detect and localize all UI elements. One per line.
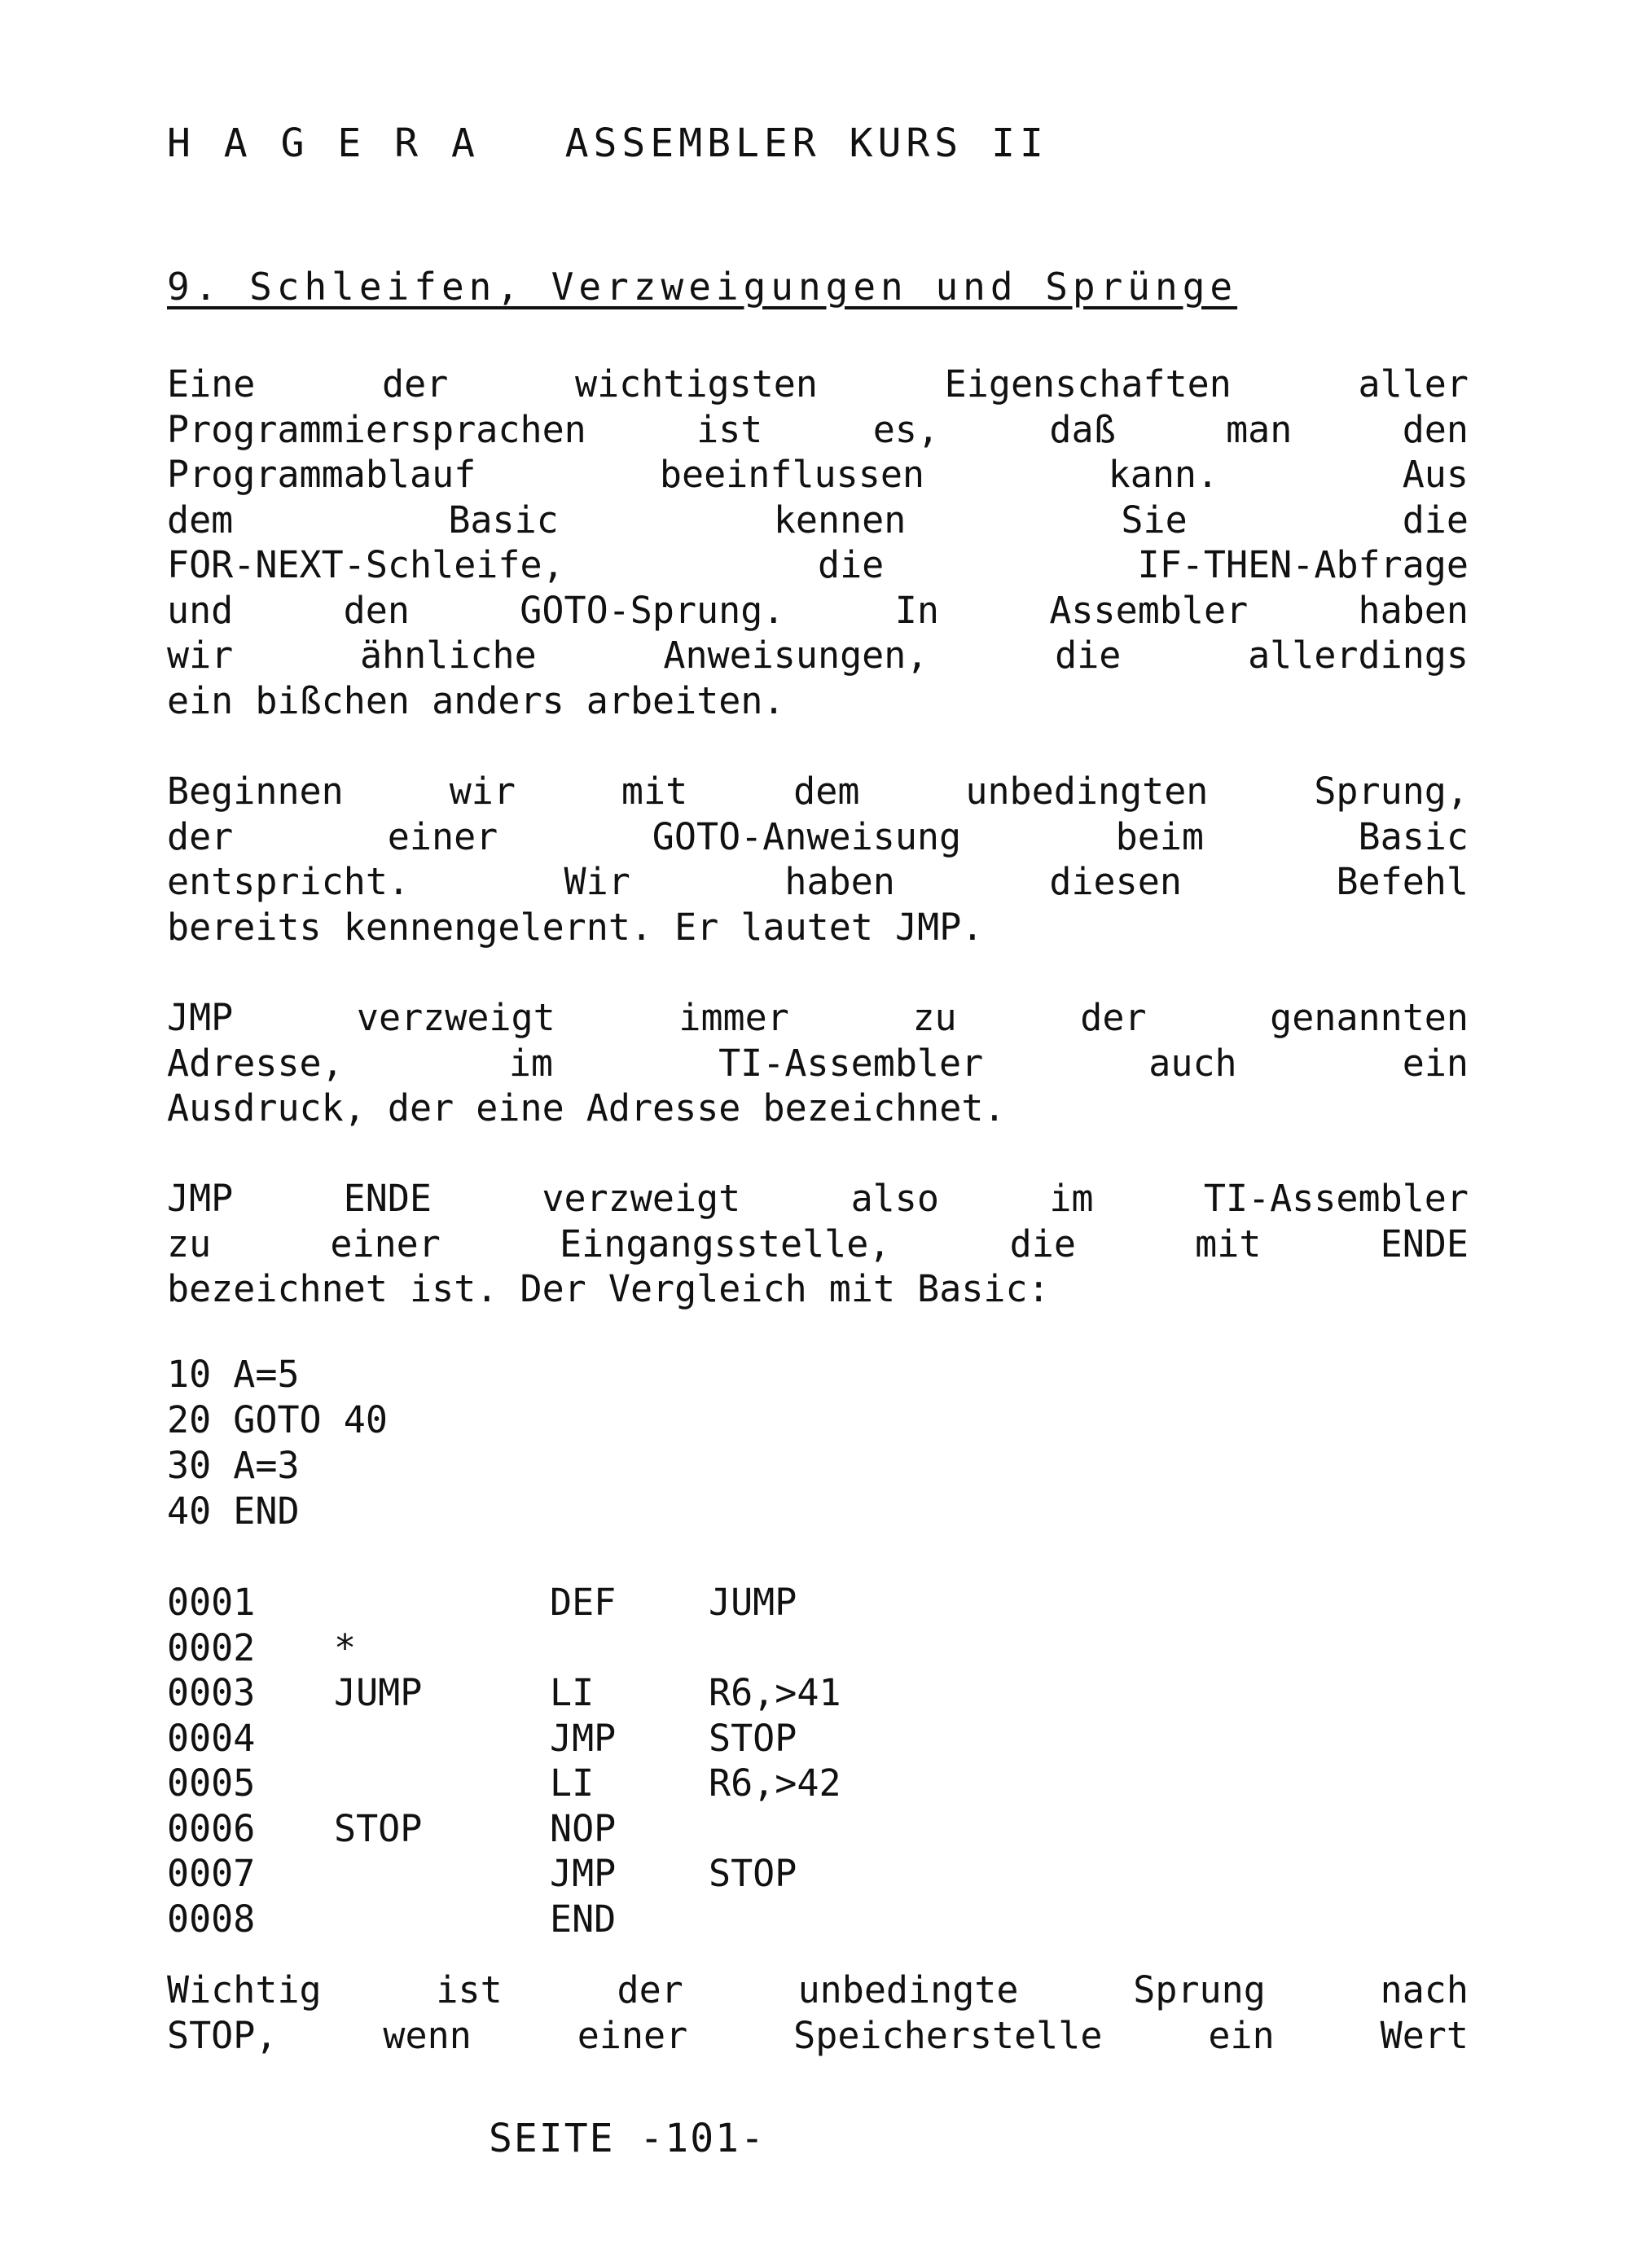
- asm-row: [167, 1806, 617, 1852]
- asm-opcode: LI: [550, 1671, 595, 1714]
- text-line: FOR-NEXT-Schleife, die IF-THEN-Abfrage: [167, 543, 1469, 586]
- asm-opcode: LI: [550, 1761, 595, 1805]
- asm-line-number: 0001: [167, 1581, 256, 1624]
- asm-operand: JUMP: [709, 1581, 797, 1624]
- asm-opcode: END: [550, 1897, 617, 1941]
- asm-operand: STOP: [709, 1716, 797, 1760]
- asm-opcode: JMP: [550, 1852, 617, 1895]
- asm-label: STOP: [334, 1806, 423, 1850]
- text-line: JMP verzweigt immer zu der genannten: [167, 996, 1469, 1039]
- asm-line-number: 0007: [167, 1852, 256, 1895]
- asm-label: JUMP: [334, 1671, 423, 1714]
- asm-label: *: [334, 1625, 357, 1669]
- asm-line-number: 0006: [167, 1806, 256, 1850]
- paragraph-1: [167, 362, 1469, 723]
- asm-operand: R6,>42: [709, 1761, 841, 1805]
- page-number: SEITE -101-: [489, 2116, 766, 2161]
- basic-line: 30 A=3: [167, 1444, 300, 1487]
- text-line: bereits kennengelernt. Er lautet JMP.: [167, 905, 984, 949]
- section-title: 9. Schleifen, Verzweigungen und Sprünge: [167, 265, 1238, 309]
- text-line: Wichtig ist der unbedingte Sprung nach: [167, 1968, 1469, 2011]
- text-line: Adresse, im TI-Assembler auch ein: [167, 1041, 1469, 1085]
- paragraph-2: [167, 769, 1469, 950]
- asm-line-number: 0002: [167, 1625, 256, 1669]
- asm-opcode: JMP: [550, 1716, 617, 1760]
- basic-listing: [167, 1352, 388, 1534]
- text-line: JMP ENDE verzweigt also im TI-Assembler: [167, 1177, 1469, 1220]
- page-header: [167, 121, 1048, 166]
- text-line: Ausdruck, der eine Adresse bezeichnet.: [167, 1086, 1006, 1130]
- header-publisher: H A G E R A: [167, 121, 480, 166]
- asm-row: [167, 1625, 357, 1671]
- asm-row: [167, 1851, 797, 1897]
- asm-row: [167, 1716, 797, 1761]
- asm-operand: STOP: [709, 1852, 797, 1895]
- asm-row: [167, 1580, 797, 1625]
- header-course: ASSEMBLER KURS II: [564, 121, 1048, 166]
- text-line: und den GOTO-Sprung. In Assembler haben: [167, 588, 1469, 632]
- basic-line: 10 A=5: [167, 1353, 300, 1396]
- asm-opcode: NOP: [550, 1806, 617, 1850]
- text-line: ein bißchen anders arbeiten.: [167, 678, 785, 722]
- asm-row: [167, 1897, 617, 1942]
- paragraph-4: [167, 1176, 1469, 1312]
- asm-line-number: 0008: [167, 1897, 256, 1941]
- asm-row: [167, 1761, 841, 1806]
- text-line: Programmiersprachen ist es, daß man den: [167, 407, 1469, 451]
- asm-row: [167, 1670, 841, 1716]
- text-line: bezeichnet ist. Der Vergleich mit Basic:: [167, 1267, 1050, 1310]
- asm-opcode: DEF: [550, 1581, 617, 1624]
- text-line: Eine der wichtigsten Eigenschaften aller: [167, 362, 1469, 406]
- text-line: Programmablauf beeinflussen kann. Aus: [167, 453, 1469, 496]
- text-line: dem Basic kennen Sie die: [167, 498, 1469, 542]
- text-line: STOP, wenn einer Speicherstelle ein Wert: [167, 2013, 1469, 2057]
- text-line: wir ähnliche Anweisungen, die allerdings: [167, 634, 1469, 677]
- text-line: Beginnen wir mit dem unbedingten Sprung,: [167, 770, 1469, 813]
- basic-line: 40 END: [167, 1489, 300, 1533]
- asm-line-number: 0004: [167, 1716, 256, 1760]
- text-line: der einer GOTO-Anweisung beim Basic: [167, 814, 1469, 858]
- text-line: entspricht. Wir haben diesen Befehl: [167, 860, 1469, 903]
- paragraph-5: [167, 1968, 1469, 2058]
- asm-line-number: 0005: [167, 1761, 256, 1805]
- text-line: zu einer Eingangsstelle, die mit ENDE: [167, 1222, 1469, 1266]
- asm-operand: R6,>41: [709, 1671, 841, 1714]
- paragraph-3: [167, 995, 1469, 1131]
- basic-line: 20 GOTO 40: [167, 1398, 388, 1441]
- assembler-listing: [167, 1580, 841, 1941]
- asm-line-number: 0003: [167, 1671, 256, 1714]
